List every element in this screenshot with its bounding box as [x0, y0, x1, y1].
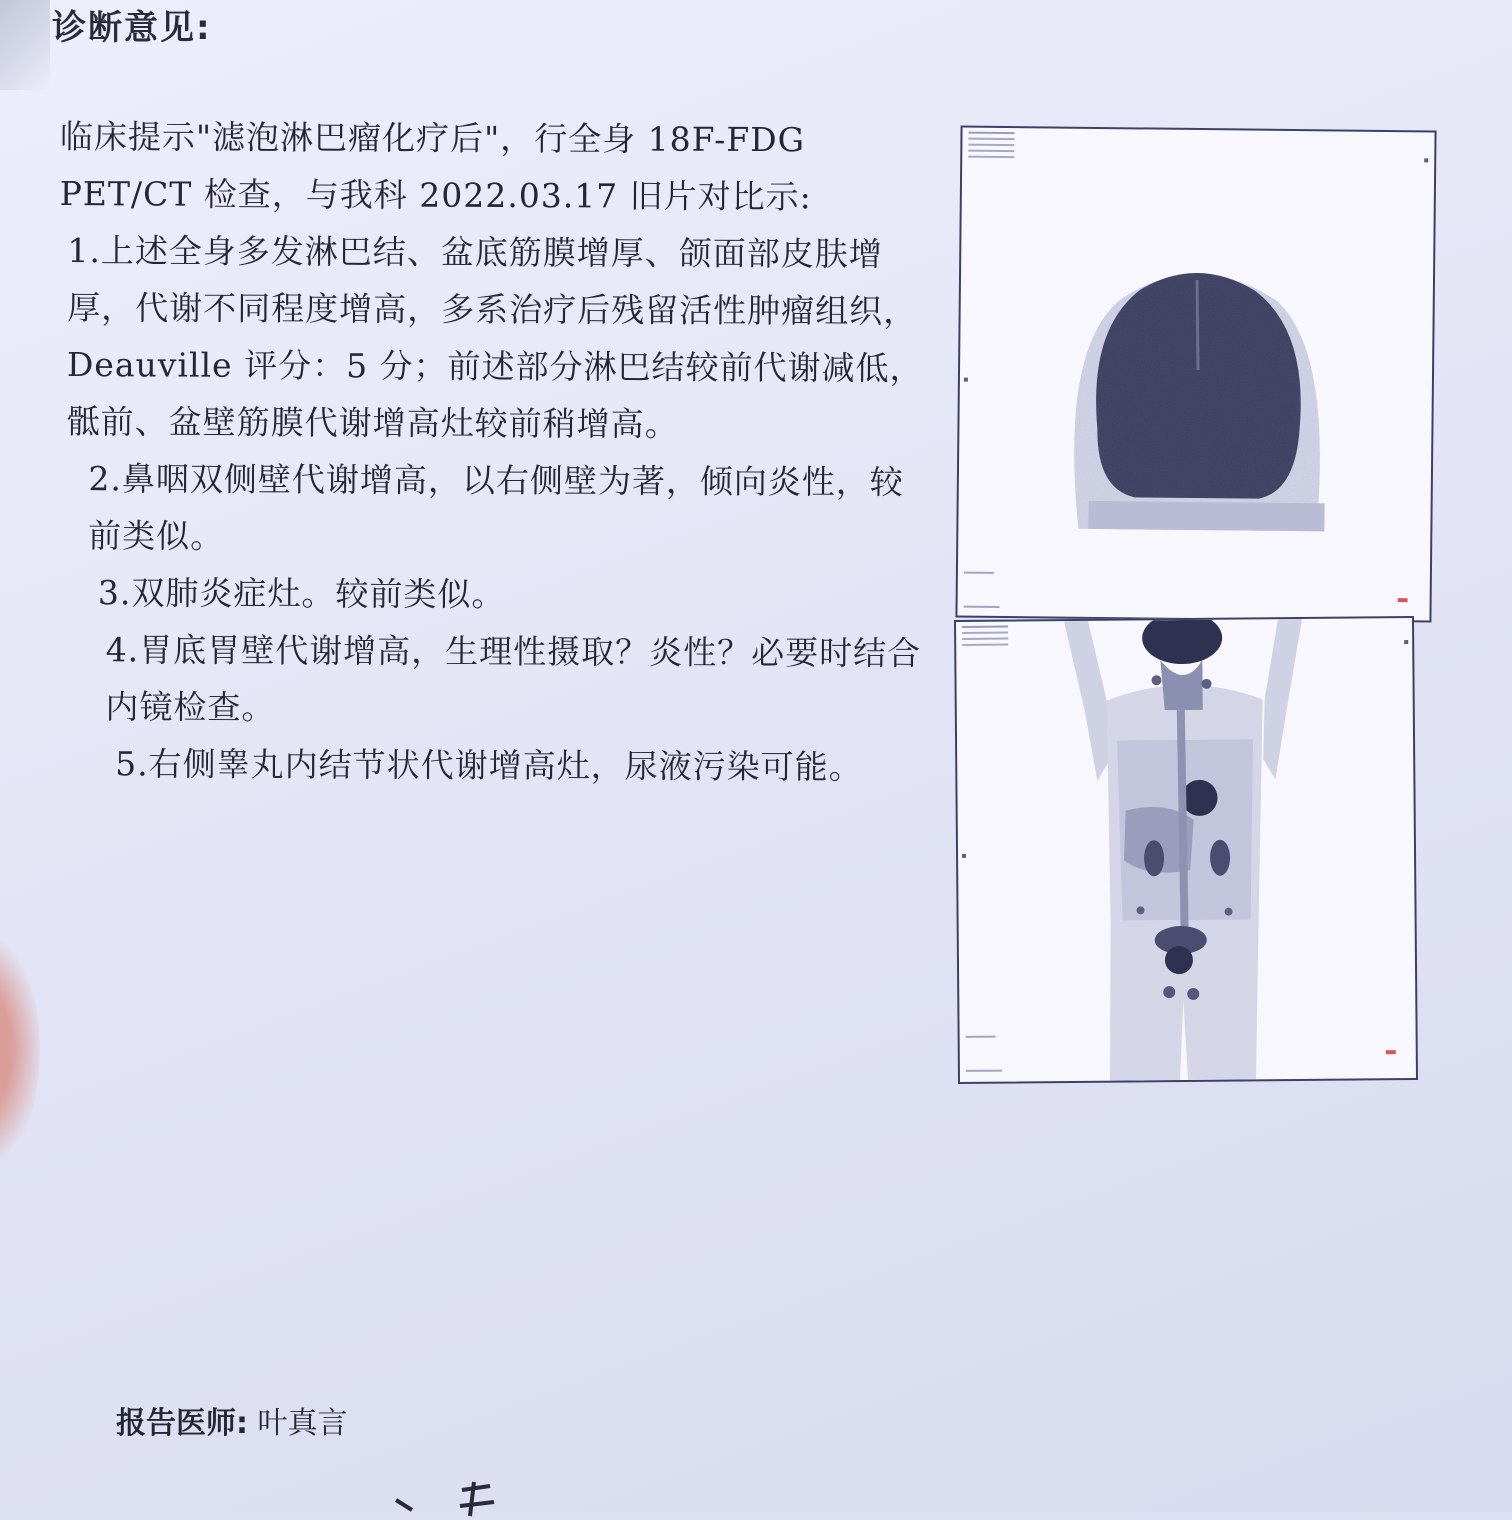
finding-line: 2.鼻咽双侧壁代谢增高，以右侧壁为著，倾向炎性，较: [88, 459, 904, 502]
finding-1: [57, 222, 938, 454]
finding-2: [56, 450, 936, 568]
diagnosis-body: [55, 108, 938, 796]
signature-fragment: [390, 1480, 530, 1520]
report-footer: [116, 1398, 348, 1442]
body-scan-image: [956, 618, 1416, 1082]
finger-shadow: [0, 930, 40, 1170]
finding-line: 3.双肺炎症灶。较前类似。: [97, 573, 506, 614]
pet-head-coronal-scan-icon: [955, 126, 1436, 623]
doctor-label: 报告医师:: [116, 1406, 248, 1441]
head-scan-image: [957, 128, 1434, 621]
pet-whole-body-mip-scan-icon: [954, 616, 1418, 1084]
finding-3: [56, 564, 936, 625]
finding-line: 骶前、盆壁筋膜代谢增高灶较前稍增高。: [66, 402, 679, 444]
finding-line: 5.右侧睾丸内结节状代谢增高灶，尿液污染可能。: [115, 744, 863, 787]
finding-4: [55, 621, 935, 739]
clinical-summary: [58, 108, 938, 226]
finding-line: Deauville 评分：5 分；前述部分淋巴结较前代谢减低，: [66, 345, 924, 388]
clinical-summary-line: 临床提示"滤泡淋巴瘤化疗后"，行全身 18F-FDG: [59, 117, 806, 160]
finding-line: 厚，代谢不同程度增高，多系治疗后残留活性肿瘤组织，: [67, 288, 918, 331]
doctor-name: 叶真言: [257, 1406, 348, 1441]
clinical-summary-line: PET/CT 检查，与我科 2022.03.17 旧片对比示:: [59, 174, 812, 217]
finding-5: [55, 735, 935, 796]
finding-line: 内镜检查。: [105, 687, 276, 727]
finding-line: 1.上述全身多发淋巴结、盆底筋膜增厚、颌面部皮肤增: [67, 231, 883, 274]
section-title: 诊断意见:: [52, 8, 212, 48]
finding-line: 前类似。: [88, 516, 225, 556]
finding-line: 4.胃底胃壁代谢增高，生理性摄取？炎性？必要时结合: [105, 630, 922, 673]
paper-shadow: [0, 0, 50, 90]
